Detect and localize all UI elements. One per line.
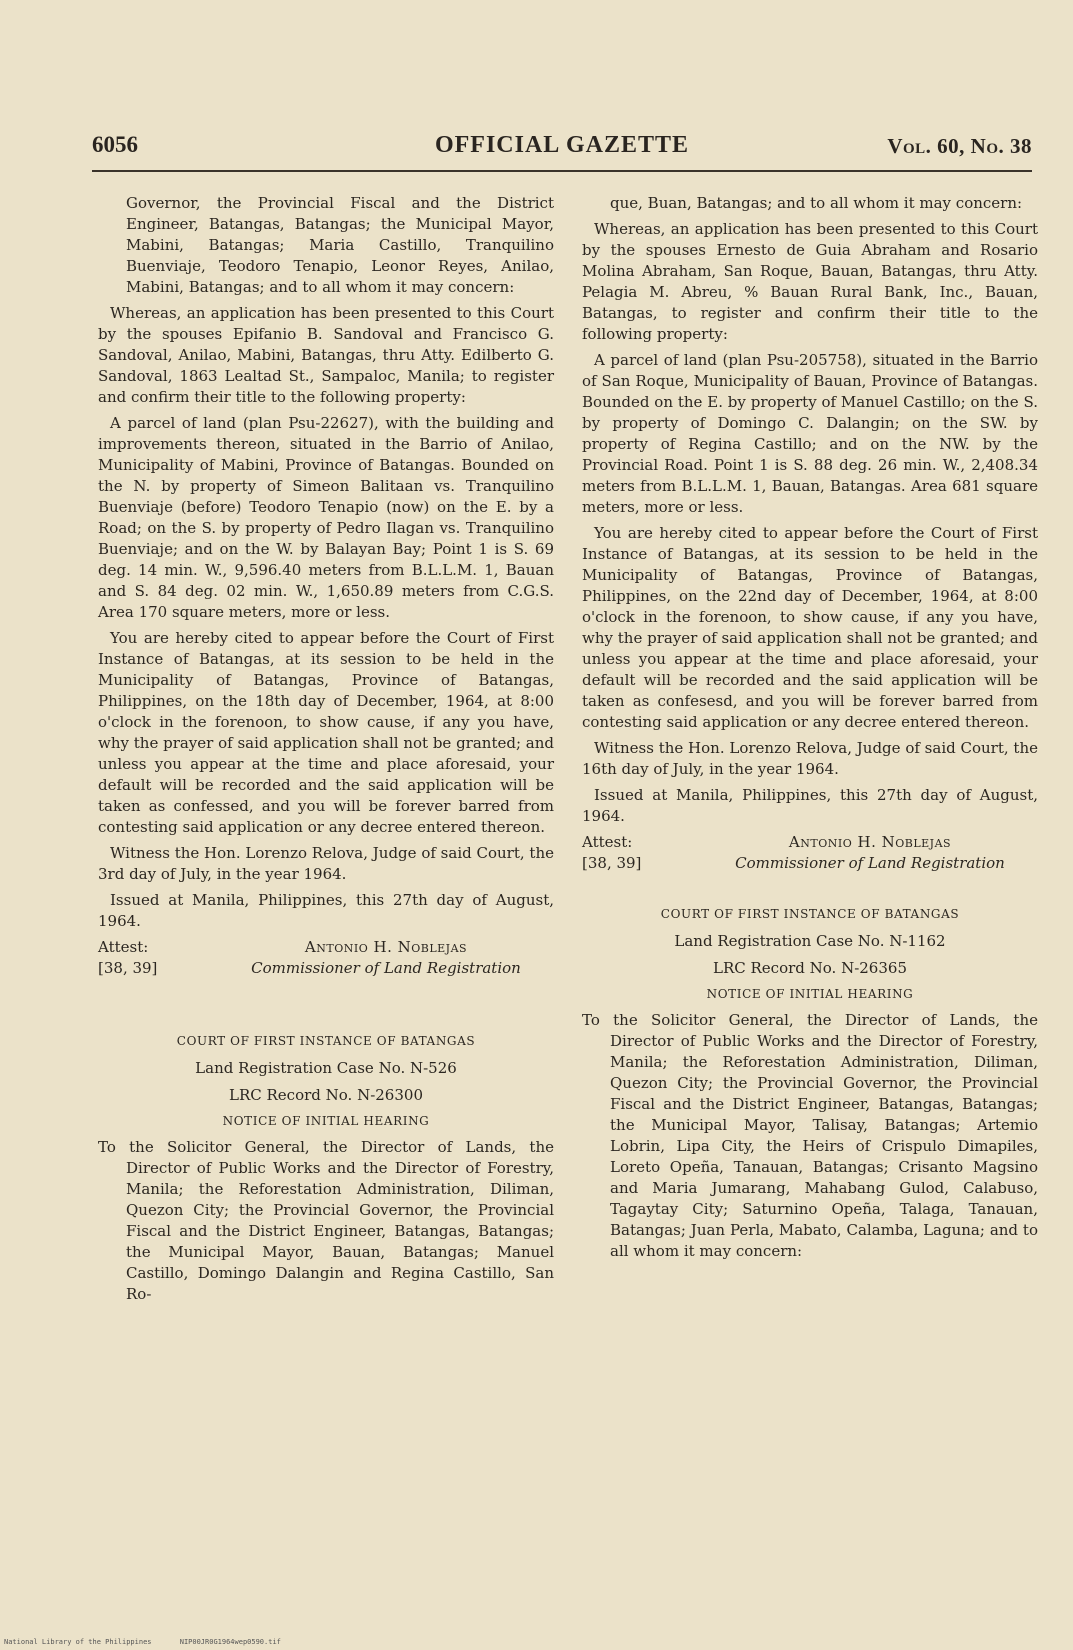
signatory-name: Antonio H. Noblejas <box>304 938 468 956</box>
case-number: Land Registration Case No. N-1162 <box>674 932 946 950</box>
attestation-block <box>582 832 1038 874</box>
right-column <box>582 193 1038 1267</box>
notice-heading: NOTICE OF INITIAL HEARING <box>222 1114 430 1128</box>
paragraph: A parcel of land (plan Psu-22627), with the building and improvements thereon, situated in the Barrio of Anilao, Municipality of Mabini, Province of Batangas. Bounded on the N. by property of Simeon Balitaan vs. Tranquilino Buenviaje (before) Teodoro Tenapio (now) on the E. by a Road; on the S. by property of Pedro Ilagan vs. Tranquilino Buenviaje; and on the W. by Balayan Bay; Point 1 is S. 69 deg. 14 min. W., 9,596.40 meters from B.L.L.M. 1, Bauan and S. 84 deg. 02 min. W., 1,650.89 meters from C.G.S. Area 170 square meters, more or less. <box>98 414 554 621</box>
attest-reference: [38, 39] <box>98 959 158 977</box>
header-rule <box>92 170 1032 172</box>
attestation-block <box>98 937 554 979</box>
attest-label: Attest: <box>98 938 149 956</box>
publication-title: OFFICIAL GAZETTE <box>434 132 690 158</box>
scan-filename: NIP00JR0G1964wep0590.tif <box>179 1638 281 1646</box>
court-heading: COURT OF FIRST INSTANCE OF BATANGAS <box>176 1034 476 1048</box>
attest-signatory <box>218 937 554 979</box>
notice-heading: NOTICE OF INITIAL HEARING <box>706 987 914 1001</box>
notice-heading-block <box>98 1031 554 1132</box>
paragraph: You are hereby cited to appear before the Court of First Instance of Batangas, at its session to be held in the Municipality of Batangas, Province of Batangas, Philippines, on the 22nd day of December, 1964, at 8:00 o'clock in the forenoon, to show cause, if any you have, why the prayer of said application shall not be granted; and unless you appear at the time and place aforesaid, your default will be recorded and the said application will be taken as confesesd, and you will be forever barred from contesting said application or any decree entered thereon. <box>582 524 1038 731</box>
attest-signatory <box>702 832 1038 874</box>
lrc-record: LRC Record No. N-26300 <box>229 1086 423 1104</box>
lrc-record: LRC Record No. N-26365 <box>713 959 907 977</box>
paragraph: Whereas, an application has been presented to this Court by the spouses Epifanio B. Sandoval and Francisco G. Sandoval, Anilao, Mabini, Batangas, thru Atty. Edilberto G. Sandoval, 1863 Lealtad St., Sampaloc, Manila; to register and confirm their title to the following property: <box>98 304 554 406</box>
addressee-paragraph: To the Solicitor General, the Director of Lands, the Director of Public Works and the Director of Forestry, Manila; the Reforestation Administration, Diliman, Quezon City; the Provincial Governor, the Provincial Fiscal and the District Engineer, Batangas, Batangas; the Municipal Mayor, Bauan, Batangas; Manuel Castillo, Domingo Dalangin and Regina Castillo, San Ro- <box>98 1138 554 1303</box>
signatory-title: Commissioner of Land Registration <box>251 959 521 977</box>
scan-footer <box>4 1638 305 1646</box>
signatory-name: Antonio H. Noblejas <box>788 833 952 851</box>
paragraph: You are hereby cited to appear before the Court of First Instance of Batangas, at its session to be held in the Municipality of Batangas, Province of Batangas, Philippines, on the 18th day of December, 1964, at 8:00 o'clock in the forenoon, to show cause, if any you have, why the prayer of said application shall not be granted; and unless you appear at the time and place aforesaid, your default will be recorded and the said application will be taken as confessed, and you will be forever barred from contesting said application or any decree entered thereon. <box>98 629 554 836</box>
left-column <box>98 193 554 1310</box>
volume-number: Vol. 60, No. 38 <box>887 134 1032 158</box>
paragraph: Governor, the Provincial Fiscal and the District Engineer, Batangas, Batangas; the Municipal Mayor, Mabini, Batangas; Maria Castillo, Tranquilino Buenviaje, Teodoro Tenapio, Leonor Reyes, Anilao, Mabini, Batangas; and to all whom it may concern: <box>126 194 554 296</box>
paragraph: Issued at Manila, Philippines, this 27th day of August, 1964. <box>98 891 554 930</box>
attest-label: Attest: <box>582 833 633 851</box>
paragraph: Witness the Hon. Lorenzo Relova, Judge of said Court, the 3rd day of July, in the year 1964. <box>98 844 554 883</box>
paragraph: que, Buan, Batangas; and to all whom it may concern: <box>610 194 1023 212</box>
attest-reference: [38, 39] <box>582 854 642 872</box>
attest-labels <box>582 832 702 874</box>
library-credit: National Library of the Philippines <box>4 1638 152 1646</box>
notice-heading-block <box>582 904 1038 1005</box>
paragraph: A parcel of land (plan Psu-205758), situated in the Barrio of San Roque, Municipality of Bauan, Province of Batangas. Bounded on the E. by property of Manuel Castillo; on the S. by property of Domingo C. Dalangin; on the SW. by property of Regina Castillo; and on the NW. by the Provincial Road. Point 1 is S. 88 deg. 26 min. W., 2,408.34 meters from B.L.L.M. 1, Bauan, Batangas. Area 681 square meters, more or less. <box>582 351 1038 516</box>
paragraph: Whereas, an application has been presented to this Court by the spouses Ernesto de Guia Abraham and Rosario Molina Abraham, San Roque, Bauan, Batangas, thru Atty. Pelagia M. Abreu, % Bauan Rural Bank, Inc., Bauan, Batangas, to register and confirm their title to the following property: <box>582 220 1038 343</box>
addressee-paragraph: To the Solicitor General, the Director of Lands, the Director of Public Works and the Director of Forestry, Manila; the Reforestation Administration, Diliman, Quezon City; the Provincial Governor, the Provincial Fiscal and the District Engineer, Batangas, Batangas; the Municipal Mayor, Talisay, Batangas; Artemio Lobrin, Lipa City, the Heirs of Crispulo Dimapiles, Loreto Opeña, Tanauan, Batangas; Crisanto Magsino and Maria Jumarang, Mahabang Gulod, Calabuso, Tagaytay City; Saturnino Opeña, Talaga, Tanauan, Batangas; Juan Perla, Mabato, Calamba, Laguna; and to all whom it may concern: <box>582 1011 1038 1260</box>
paragraph: Issued at Manila, Philippines, this 27th day of August, 1964. <box>582 786 1038 825</box>
court-heading: COURT OF FIRST INSTANCE OF BATANGAS <box>660 907 960 921</box>
page-header <box>92 132 1032 162</box>
signatory-title: Commissioner of Land Registration <box>735 854 1005 872</box>
paragraph: Witness the Hon. Lorenzo Relova, Judge of said Court, the 16th day of July, in the year 1964. <box>582 739 1038 778</box>
attest-labels <box>98 937 218 979</box>
page-number: 6056 <box>92 132 138 157</box>
case-number: Land Registration Case No. N-526 <box>195 1059 457 1077</box>
